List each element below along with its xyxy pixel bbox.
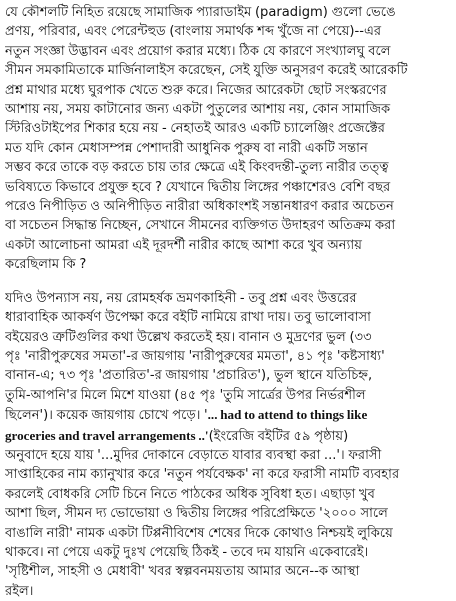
text-segment: ছিলেন')। কয়েক জায়গায় চোখে পড়ে। ' [5, 408, 208, 424]
english-quote: groceries and travel arrangements ..' [5, 427, 209, 443]
text-line: রইল। [5, 583, 34, 599]
text-line: বাঙালি নারী' নামক একটা টিপ্পনীবিশেষ শেষের দিকে কোথাও নিশ্চয়ই লুকিয়ে [5, 525, 393, 541]
text-line: তুমি-আপনি'র মিলে মিশে যাওয়া (৪৫ পৃঃ 'তুমি সার্ত্রের উপর নির্ভরশীল [5, 387, 366, 403]
text-line: আশায় নয়, সময় কাটানোর জন্য একটা পুতুলের আশায় নয়, কোন সামাজিক [5, 102, 391, 118]
paragraph-1 [5, 3, 453, 275]
text-line: সাপ্তাহিকের নাম ক্যানুখার করে 'নতুন পর্যবেক্ষক' না করে ফরাসী নামটি ব্যবহার [5, 467, 400, 483]
text-line: বা সচেতন সিদ্ধান্ত নিচ্ছেন, সেখানে সীমনের ব্যক্তিগত উদাহরণ অতিক্রম করা [5, 218, 396, 234]
text-line [5, 426, 453, 446]
text-line: আশা ছিল, সীমন দ্য ভোভোয়া ও দ্বিতীয় লিঙ্গের পরিপ্রেক্ষিতে '২০০০ সালে [5, 506, 388, 522]
text-line: থাকবে। না পেয়ে একটু দুঃখ পেয়েছি ঠিকই - তবে দম যায়নি একেবারেই। [5, 544, 369, 560]
text-line: যে কৌশলটি নিহিত রয়েছে সামাজিক প্যারাডাইম (paradigm) গুলো ভেঙে [5, 5, 396, 20]
text-line: বানান-এ; ৭৩ পৃঃ 'প্রতারিত'-র জায়গায় 'প্রচারিত'), ভুল স্থানে যতিচিহ্ন, [5, 368, 373, 384]
text-line: মত যদি কোন মেধাসম্পন্ন পেশাদারী আধুনিক পুরুষ বা নারী একটি সন্তান [5, 140, 368, 156]
text-line: নতুন সংজ্ঞা উদ্ভাবন এবং প্রয়োগ করার মধ্যে। ঠিক যে কারণে সংখ্যালঘু বলে [5, 43, 391, 59]
text-line: প্রশ্ন মাথার মধ্যে ঘুরপাক খেতে শুরু করে। নিজের আরেকটা ছোট সংস্করণের [5, 82, 387, 98]
text-line: অনুবাদে হয়ে যায় '...মুদির দোকানে বেড়াতে যাবার ব্যবস্থা করা ...'। ফরাসী [5, 447, 382, 463]
paragraph-2 [5, 289, 453, 601]
paragraph-gap [5, 275, 453, 289]
text-line: ধারাবাহিক আকর্ষণ উপেক্ষা করে বইটি নামিয়ে রাখা দায়। তবু ভালোবাসা [5, 310, 371, 326]
text-line: পরেও নিপীড়িত ও অনিপীড়িত নারীরা অধিকাংশই সন্তানধারণ করার অচেতন [5, 199, 394, 215]
text-line: স্টিরিওটাইপের শিকার হয়ে নয় - নেহাতই আরও একটি চ্যালেঞ্জিং প্রজেক্টের [5, 121, 385, 137]
text-line: একটা আলোচনা আমরা এই দূরদর্শী নারীর কাছে আশা করে খুব অন্যায় [5, 237, 362, 253]
text-line: সীমন সমকামিতাকে মার্জিনালাইস করেছেন, সেই যুক্তি অনুসরণ করেই আরেকটি [5, 63, 408, 79]
text-line: পৃঃ 'নারীপুরুষের সমতা'-র জায়গায় 'নারীপুরুষের মমতা', ৪১ পৃঃ 'কষ্টসাধ্য' [5, 348, 385, 364]
english-quote: ... had to attend to things like [207, 407, 368, 423]
text-line: ভবিষ্যতে কিভাবে প্রযুক্ত হবে ? যেখানে দ্বিতীয় লিঙ্গের পঞ্চাশেরও বেশি বছর [5, 179, 391, 195]
text-line: প্রণয়, পরিবার, এবং পেরেন্টহুড (বাংলায় সমার্থক শব্দ খুঁজে না পেয়ে)--এর [5, 24, 382, 40]
text-segment: (ইংরেজি বইটির ৫৯ পৃষ্ঠায়) [208, 428, 349, 444]
text-line: সম্ভব করে তাকে বড় করতে চায় তার ক্ষেত্রে এই কিংবদন্তী-তুল্য নারীর তত্ত্ব [5, 160, 389, 176]
text-line: বইয়েরও ত্রুটিগুলির কথা উল্লেখ করতেই হয়। বানান ও মুদ্রণের ভুল (৩৩ [5, 329, 372, 345]
text-line: করলেই বোধকরি সেটি চিনে নিতে পাঠকের অধিক সুবিধা হত। এছাড়া খুব [5, 486, 375, 502]
text-line: যদিও উপন্যাস নয়, নয় রোমহর্ষক ভ্রমণকাহিনী - তবু প্রশ্ন এবং উত্তরের [5, 290, 357, 306]
text-line [5, 405, 453, 425]
text-line: 'সৃষ্টিশীল, সাহসী ও মেধাবী' খবর স্বল্পবনময়তায় আমার অনে--ক আস্থা [5, 564, 360, 580]
text-line: করেছিলাম কি ? [5, 257, 87, 273]
